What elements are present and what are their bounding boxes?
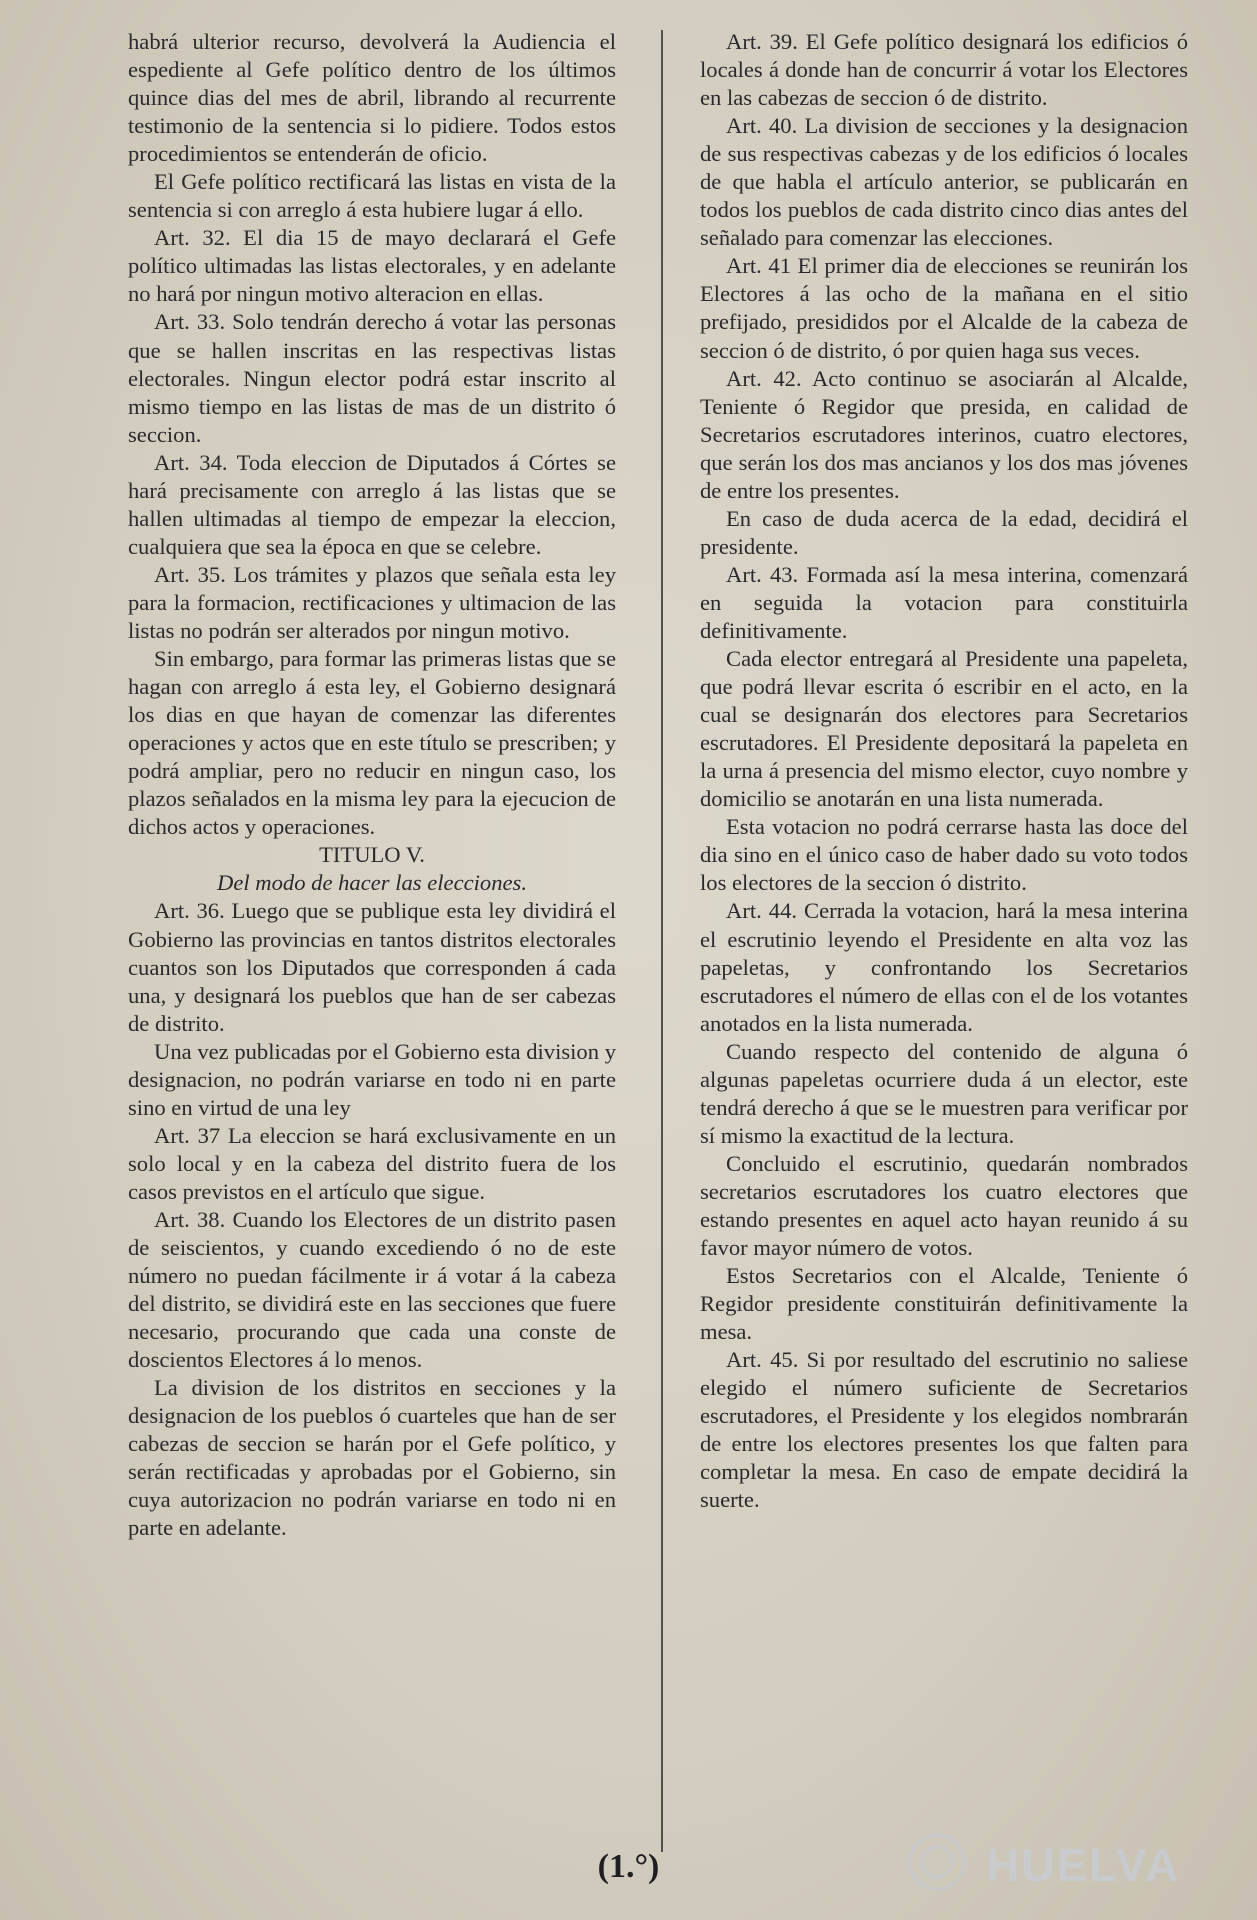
paragraph: Art. 34. Toda eleccion de Diputados á Córtes se hará precisamente con arreglo á las listas que se hallen ultimadas al tiempo de empezar la eleccion, cualquiera que sea la época en que se celebre. [128, 449, 616, 559]
paragraph: Art. 37 La eleccion se hará exclusivamente en un solo local y en la cabeza del distrito fuera de los casos previstos en el artículo que sigue. [128, 1122, 616, 1204]
column-divider [661, 30, 663, 1852]
right-column [700, 28, 1188, 1514]
paragraph: Art. 32. El dia 15 de mayo declarará el Gefe político ultimadas las listas electorales, y en adelante no hará por ningun motivo alteracion en ellas. [128, 225, 616, 307]
paragraph: Art. 36. Luego que se publique esta ley dividirá el Gobierno las provincias en tantos distritos electorales cuantos son los Diputados que corresponden á cada una, y designará los pueblos que han de ser cabezas de distrito. [128, 898, 616, 1036]
paragraph: Art. 42. Acto continuo se asociarán al Alcalde, Teniente ó Regidor que presida, en calidad de Secretarios escrutadores interinos, cuatro electores, que serán los dos mas ancianos y los dos mas jóvenes de entre los presentes. [700, 365, 1188, 503]
paragraph: Cada elector entregará al Presidente una papeleta, que podrá llevar escrita ó escribir en el acto, en la cual se designarán dos electores para Secretarios escrutadores. El Presidente depositará la papeleta en la urna á presencia del mismo elector, cuyo nombre y domicilio se anotarán en una lista numerada. [700, 646, 1188, 812]
paragraph: Art. 40. La division de secciones y la designacion de sus respectivas cabezas y de los edificios ó locales de que habla el artículo anterior, se publicarán en todos los pueblos de cada distrito cinco dias antes del señalado para comenzar las elecciones. [700, 113, 1188, 251]
paragraph: En caso de duda acerca de la edad, decidirá el presidente. [700, 505, 1188, 559]
section-subheading: Del modo de hacer las elecciones. [217, 870, 527, 896]
paragraph: Art. 41 El primer dia de elecciones se reunirán los Electores á las ocho de la mañana en el sitio prefijado, presididos por el Alcalde de la cabeza de seccion ó de distrito, ó por quien haga sus veces. [700, 253, 1188, 363]
paragraph: La division de los distritos en secciones y la designacion de los pueblos ó cuarteles que han de ser cabezas de seccion se harán por el Gefe político, y serán rectificadas y aprobadas por el Gobierno, sin cuya autorizacion no podrán variarse en todo ni en parte en adelante. [128, 1375, 616, 1541]
paragraph: Esta votacion no podrá cerrarse hasta las doce del dia sino en el único caso de haber dado su voto todos los electores de la seccion ó distrito. [700, 814, 1188, 896]
left-column [128, 28, 616, 1543]
paragraph: Art. 44. Cerrada la votacion, hará la mesa interina el escrutinio leyendo el Presidente en alta voz las papeletas, y confrontando los Secretarios escrutadores el número de ellas con el de los votantes anotados en la lista numerada. [700, 898, 1188, 1036]
paragraph: Art. 33. Solo tendrán derecho á votar las personas que se hallen inscritas en las respectivas listas electorales. Ningun elector podrá estar inscrito al mismo tiempo en las listas de mas de un distrito ó seccion. [128, 309, 616, 447]
paragraph: Sin embargo, para formar las primeras listas que se hagan con arreglo á esta ley, el Gobierno designará los dias en que hayan de comenzar las diferentes operaciones y actos que en este título se prescriben; y podrá ampliar, pero no reducir en ningun caso, los plazos señalados en la misma ley para la ejecucion de dichos actos y operaciones. [128, 646, 616, 840]
paragraph: Estos Secretarios con el Alcalde, Teniente ó Regidor presidente constituirán definitivamente la mesa. [700, 1263, 1188, 1345]
paragraph: Concluido el escrutinio, quedarán nombrados secretarios escrutadores los cuatro electores que estando presentes en aquel acto hayan reunido á su favor mayor número de votos. [700, 1150, 1188, 1261]
paragraph: El Gefe político rectificará las listas en vista de la sentencia si con arreglo á esta hubiere lugar á ello. [128, 169, 616, 223]
paragraph: Art. 35. Los trámites y plazos que señala esta ley para la formacion, rectificaciones y ultimacion de las listas no podrán ser alterados por ningun motivo. [128, 561, 616, 643]
section-heading: TITULO V. [319, 842, 425, 868]
page-folio: (1.°) [597, 1848, 660, 1885]
paragraph: Art. 43. Formada así la mesa interina, comenzará en seguida la votacion para constituirla definitivamente. [700, 561, 1188, 643]
paragraph: Art. 39. El Gefe político designará los edificios ó locales á donde han de concurrir á votar los Electores en las cabezas de seccion ó de distrito. [700, 29, 1188, 111]
archive-watermark: HUELVA [986, 1839, 1181, 1891]
paragraph: Cuando respecto del contenido de alguna ó algunas papeletas ocurriere duda á un elector, este tendrá derecho á que se le muestren para verificar por sí mismo la exactitud de la lectura. [700, 1038, 1188, 1148]
paragraph: habrá ulterior recurso, devolverá la Audiencia el espediente al Gefe político dentro de los últimos quince dias del mes de abril, librando al recurrente testimonio de la sentencia si lo pidiere. Todos estos procedimientos se entenderán de oficio. [128, 29, 616, 167]
paragraph: Art. 45. Si por resultado del escrutinio no saliese elegido el número suficiente de Secretarios escrutadores, el Presidente y los elegidos nombrarán de entre los electores presentes los que falten para completar la mesa. En caso de empate decidirá la suerte. [700, 1347, 1188, 1513]
paragraph: Una vez publicadas por el Gobierno esta division y designacion, no podrán variarse en todo ni en parte sino en virtud de una ley [128, 1038, 616, 1120]
paragraph: Art. 38. Cuando los Electores de un distrito pasen de seiscientos, y cuando excediendo ó no de este número no puedan fácilmente ir á votar á la cabeza del distrito, se dividirá este en las secciones que fuere necesario, procurando que cada una conste de doscientos Electores á lo menos. [128, 1206, 616, 1373]
